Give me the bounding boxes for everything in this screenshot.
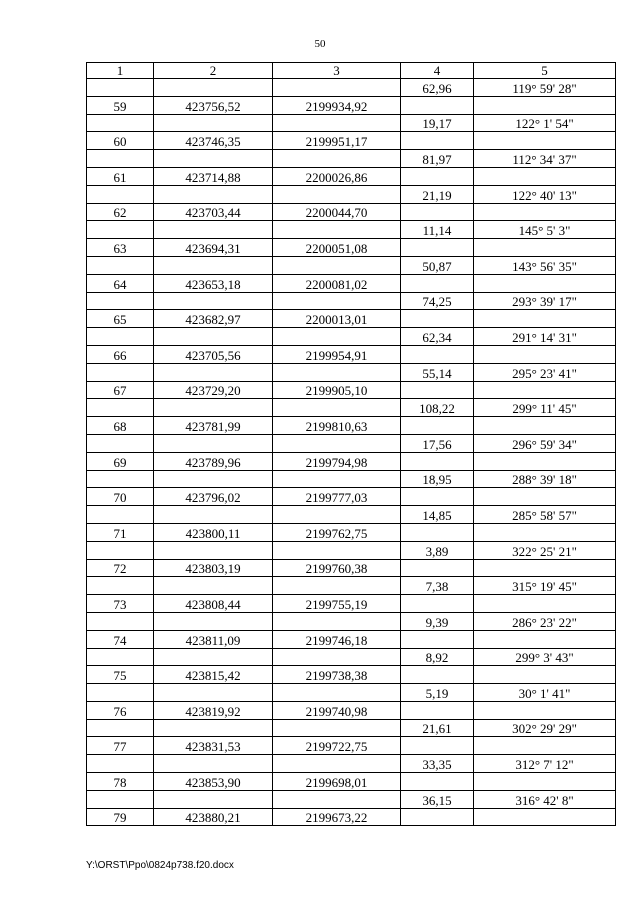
x-coordinate-cell: 423811,09: [154, 630, 273, 648]
point-number-cell: [87, 506, 154, 524]
table-row: [87, 808, 616, 826]
point-number-cell: 59: [87, 96, 154, 114]
x-coordinate-cell: [154, 612, 273, 630]
y-coordinate-cell: 2200026,86: [273, 167, 401, 185]
distance-cell: [401, 773, 474, 791]
bearing-cell: [474, 630, 616, 648]
distance-cell: [401, 595, 474, 613]
bearing-cell: [474, 381, 616, 399]
y-coordinate-cell: 2199951,17: [273, 132, 401, 150]
bearing-cell: [474, 274, 616, 292]
x-coordinate-cell: [154, 292, 273, 310]
table-row: [87, 132, 616, 150]
distance-cell: [401, 417, 474, 435]
distance-cell: 62,96: [401, 79, 474, 97]
distance-cell: [401, 701, 474, 719]
distance-cell: 8,92: [401, 648, 474, 666]
bearing-cell: 122° 1' 54": [474, 114, 616, 132]
table-row: [87, 488, 616, 506]
distance-cell: [401, 203, 474, 221]
bearing-cell: [474, 595, 616, 613]
bearing-cell: 285° 58' 57": [474, 506, 616, 524]
y-coordinate-cell: [273, 790, 401, 808]
x-coordinate-cell: [154, 719, 273, 737]
distance-cell: [401, 559, 474, 577]
column-header: 2: [154, 63, 273, 79]
y-coordinate-cell: [273, 114, 401, 132]
bearing-cell: 143° 56' 35": [474, 256, 616, 274]
bearing-cell: 291° 14' 31": [474, 328, 616, 346]
x-coordinate-cell: [154, 150, 273, 168]
point-number-cell: [87, 79, 154, 97]
y-coordinate-cell: [273, 363, 401, 381]
x-coordinate-cell: [154, 328, 273, 346]
bearing-cell: 119° 59' 28": [474, 79, 616, 97]
table-row: [87, 559, 616, 577]
point-number-cell: 61: [87, 167, 154, 185]
distance-cell: [401, 630, 474, 648]
x-coordinate-cell: 423714,88: [154, 167, 273, 185]
x-coordinate-cell: 423831,53: [154, 737, 273, 755]
x-coordinate-cell: 423853,90: [154, 773, 273, 791]
point-number-cell: [87, 292, 154, 310]
point-number-cell: [87, 755, 154, 773]
distance-cell: [401, 345, 474, 363]
y-coordinate-cell: [273, 79, 401, 97]
bearing-cell: 30° 1' 41": [474, 684, 616, 702]
x-coordinate-cell: [154, 185, 273, 203]
table-row: [87, 595, 616, 613]
bearing-cell: 145° 5' 3": [474, 221, 616, 239]
y-coordinate-cell: [273, 150, 401, 168]
y-coordinate-cell: [273, 221, 401, 239]
distance-cell: 9,39: [401, 612, 474, 630]
y-coordinate-cell: 2199905,10: [273, 381, 401, 399]
point-number-cell: [87, 541, 154, 559]
table-row: [87, 612, 616, 630]
table-row: [87, 648, 616, 666]
point-number-cell: 66: [87, 345, 154, 363]
point-number-cell: [87, 185, 154, 203]
point-number-cell: [87, 328, 154, 346]
table-row: [87, 239, 616, 257]
point-number-cell: [87, 399, 154, 417]
coordinates-table: [86, 62, 616, 826]
y-coordinate-cell: 2199746,18: [273, 630, 401, 648]
bearing-cell: [474, 345, 616, 363]
bearing-cell: 293° 39' 17": [474, 292, 616, 310]
bearing-cell: 316° 42' 8": [474, 790, 616, 808]
distance-cell: [401, 132, 474, 150]
x-coordinate-cell: [154, 755, 273, 773]
y-coordinate-cell: [273, 577, 401, 595]
table-row: [87, 79, 616, 97]
y-coordinate-cell: 2199698,01: [273, 773, 401, 791]
y-coordinate-cell: 2199810,63: [273, 417, 401, 435]
x-coordinate-cell: [154, 790, 273, 808]
table-row: [87, 96, 616, 114]
point-number-cell: 67: [87, 381, 154, 399]
distance-cell: 18,95: [401, 470, 474, 488]
distance-cell: [401, 737, 474, 755]
distance-cell: 55,14: [401, 363, 474, 381]
point-number-cell: 73: [87, 595, 154, 613]
distance-cell: [401, 808, 474, 826]
x-coordinate-cell: [154, 470, 273, 488]
bearing-cell: [474, 167, 616, 185]
point-number-cell: [87, 790, 154, 808]
y-coordinate-cell: [273, 185, 401, 203]
point-number-cell: [87, 114, 154, 132]
y-coordinate-cell: [273, 292, 401, 310]
bearing-cell: [474, 239, 616, 257]
bearing-cell: 122° 40' 13": [474, 185, 616, 203]
y-coordinate-cell: 2200044,70: [273, 203, 401, 221]
bearing-cell: 299° 3' 43": [474, 648, 616, 666]
distance-cell: 21,61: [401, 719, 474, 737]
y-coordinate-cell: 2199760,38: [273, 559, 401, 577]
distance-cell: [401, 167, 474, 185]
page-number: 50: [314, 38, 326, 50]
y-coordinate-cell: 2199738,38: [273, 666, 401, 684]
bearing-cell: 312° 7' 12": [474, 755, 616, 773]
distance-cell: 17,56: [401, 434, 474, 452]
point-number-cell: 76: [87, 701, 154, 719]
bearing-cell: [474, 523, 616, 541]
point-number-cell: 77: [87, 737, 154, 755]
y-coordinate-cell: 2200013,01: [273, 310, 401, 328]
table-row: [87, 737, 616, 755]
table-row: [87, 256, 616, 274]
table-row: [87, 417, 616, 435]
x-coordinate-cell: 423819,92: [154, 701, 273, 719]
distance-cell: [401, 488, 474, 506]
x-coordinate-cell: 423800,11: [154, 523, 273, 541]
bearing-cell: [474, 737, 616, 755]
point-number-cell: [87, 434, 154, 452]
point-number-cell: 70: [87, 488, 154, 506]
distance-cell: 19,17: [401, 114, 474, 132]
bearing-cell: 112° 34' 37": [474, 150, 616, 168]
bearing-cell: 315° 19' 45": [474, 577, 616, 595]
bearing-cell: [474, 96, 616, 114]
x-coordinate-cell: [154, 221, 273, 239]
distance-cell: 5,19: [401, 684, 474, 702]
table-row: [87, 363, 616, 381]
table-row: [87, 167, 616, 185]
point-number-cell: [87, 363, 154, 381]
column-header: 3: [273, 63, 401, 79]
table-row: [87, 381, 616, 399]
point-number-cell: 72: [87, 559, 154, 577]
y-coordinate-cell: [273, 612, 401, 630]
x-coordinate-cell: 423781,99: [154, 417, 273, 435]
x-coordinate-cell: 423789,96: [154, 452, 273, 470]
distance-cell: 108,22: [401, 399, 474, 417]
table-row: [87, 328, 616, 346]
distance-cell: [401, 274, 474, 292]
x-coordinate-cell: 423653,18: [154, 274, 273, 292]
column-header: 5: [474, 63, 616, 79]
x-coordinate-cell: [154, 648, 273, 666]
distance-cell: 11,14: [401, 221, 474, 239]
distance-cell: 14,85: [401, 506, 474, 524]
y-coordinate-cell: [273, 684, 401, 702]
distance-cell: 33,35: [401, 755, 474, 773]
x-coordinate-cell: 423756,52: [154, 96, 273, 114]
table-row: [87, 114, 616, 132]
point-number-cell: 60: [87, 132, 154, 150]
x-coordinate-cell: [154, 79, 273, 97]
bearing-cell: [474, 666, 616, 684]
x-coordinate-cell: 423682,97: [154, 310, 273, 328]
table-header-row: [87, 63, 616, 79]
distance-cell: [401, 666, 474, 684]
column-header: 4: [401, 63, 474, 79]
table-row: [87, 755, 616, 773]
point-number-cell: 62: [87, 203, 154, 221]
table-row: [87, 345, 616, 363]
table-row: [87, 150, 616, 168]
distance-cell: 21,19: [401, 185, 474, 203]
bearing-cell: 299° 11' 45": [474, 399, 616, 417]
point-number-cell: [87, 221, 154, 239]
table-row: [87, 630, 616, 648]
bearing-cell: [474, 417, 616, 435]
bearing-cell: 288° 39' 18": [474, 470, 616, 488]
y-coordinate-cell: 2200051,08: [273, 239, 401, 257]
y-coordinate-cell: 2199762,75: [273, 523, 401, 541]
bearing-cell: [474, 773, 616, 791]
point-number-cell: 65: [87, 310, 154, 328]
x-coordinate-cell: 423880,21: [154, 808, 273, 826]
distance-cell: 74,25: [401, 292, 474, 310]
y-coordinate-cell: 2199794,98: [273, 452, 401, 470]
x-coordinate-cell: 423703,44: [154, 203, 273, 221]
bearing-cell: [474, 310, 616, 328]
y-coordinate-cell: [273, 719, 401, 737]
point-number-cell: 71: [87, 523, 154, 541]
point-number-cell: [87, 150, 154, 168]
x-coordinate-cell: [154, 506, 273, 524]
y-coordinate-cell: 2199755,19: [273, 595, 401, 613]
point-number-cell: [87, 256, 154, 274]
y-coordinate-cell: 2199777,03: [273, 488, 401, 506]
x-coordinate-cell: [154, 114, 273, 132]
y-coordinate-cell: 2199740,98: [273, 701, 401, 719]
distance-cell: 36,15: [401, 790, 474, 808]
y-coordinate-cell: 2199722,75: [273, 737, 401, 755]
point-number-cell: 78: [87, 773, 154, 791]
y-coordinate-cell: [273, 328, 401, 346]
y-coordinate-cell: 2199954,91: [273, 345, 401, 363]
point-number-cell: 64: [87, 274, 154, 292]
point-number-cell: 63: [87, 239, 154, 257]
distance-cell: [401, 523, 474, 541]
y-coordinate-cell: [273, 506, 401, 524]
bearing-cell: 286° 23' 22": [474, 612, 616, 630]
x-coordinate-cell: 423803,19: [154, 559, 273, 577]
x-coordinate-cell: [154, 434, 273, 452]
x-coordinate-cell: 423746,35: [154, 132, 273, 150]
point-number-cell: 74: [87, 630, 154, 648]
y-coordinate-cell: 2200081,02: [273, 274, 401, 292]
x-coordinate-cell: 423694,31: [154, 239, 273, 257]
x-coordinate-cell: 423808,44: [154, 595, 273, 613]
bearing-cell: 295° 23' 41": [474, 363, 616, 381]
distance-cell: 81,97: [401, 150, 474, 168]
y-coordinate-cell: 2199934,92: [273, 96, 401, 114]
point-number-cell: 68: [87, 417, 154, 435]
table-row: [87, 310, 616, 328]
table-row: [87, 541, 616, 559]
x-coordinate-cell: [154, 256, 273, 274]
bearing-cell: [474, 808, 616, 826]
x-coordinate-cell: 423796,02: [154, 488, 273, 506]
y-coordinate-cell: [273, 434, 401, 452]
column-header: 1: [87, 63, 154, 79]
table-body: [87, 79, 616, 826]
point-number-cell: 79: [87, 808, 154, 826]
distance-cell: [401, 239, 474, 257]
table-row: [87, 221, 616, 239]
point-number-cell: 69: [87, 452, 154, 470]
table-row: [87, 203, 616, 221]
x-coordinate-cell: [154, 541, 273, 559]
table-row: [87, 434, 616, 452]
distance-cell: [401, 96, 474, 114]
table-row: [87, 399, 616, 417]
point-number-cell: [87, 684, 154, 702]
y-coordinate-cell: [273, 755, 401, 773]
distance-cell: [401, 381, 474, 399]
footer-file-path: Y:\ORST\Ppo\0824p738.f20.docx: [86, 860, 234, 871]
bearing-cell: [474, 488, 616, 506]
table-row: [87, 790, 616, 808]
x-coordinate-cell: 423705,56: [154, 345, 273, 363]
point-number-cell: [87, 612, 154, 630]
y-coordinate-cell: [273, 256, 401, 274]
y-coordinate-cell: [273, 470, 401, 488]
table-row: [87, 274, 616, 292]
table-row: [87, 506, 616, 524]
x-coordinate-cell: [154, 577, 273, 595]
distance-cell: 3,89: [401, 541, 474, 559]
bearing-cell: [474, 132, 616, 150]
bearing-cell: 322° 25' 21": [474, 541, 616, 559]
point-number-cell: [87, 648, 154, 666]
x-coordinate-cell: 423815,42: [154, 666, 273, 684]
table-row: [87, 773, 616, 791]
table-row: [87, 719, 616, 737]
x-coordinate-cell: [154, 399, 273, 417]
point-number-cell: [87, 577, 154, 595]
point-number-cell: [87, 719, 154, 737]
table-row: [87, 701, 616, 719]
bearing-cell: 302° 29' 29": [474, 719, 616, 737]
y-coordinate-cell: [273, 648, 401, 666]
y-coordinate-cell: 2199673,22: [273, 808, 401, 826]
table-row: [87, 684, 616, 702]
bearing-cell: 296° 59' 34": [474, 434, 616, 452]
table-row: [87, 292, 616, 310]
table-row: [87, 666, 616, 684]
distance-cell: [401, 310, 474, 328]
bearing-cell: [474, 203, 616, 221]
x-coordinate-cell: [154, 684, 273, 702]
distance-cell: 62,34: [401, 328, 474, 346]
x-coordinate-cell: [154, 363, 273, 381]
distance-cell: [401, 452, 474, 470]
distance-cell: 50,87: [401, 256, 474, 274]
point-number-cell: [87, 470, 154, 488]
table-row: [87, 577, 616, 595]
table-row: [87, 185, 616, 203]
table-row: [87, 470, 616, 488]
table-row: [87, 523, 616, 541]
table-row: [87, 452, 616, 470]
y-coordinate-cell: [273, 541, 401, 559]
distance-cell: 7,38: [401, 577, 474, 595]
x-coordinate-cell: 423729,20: [154, 381, 273, 399]
bearing-cell: [474, 701, 616, 719]
bearing-cell: [474, 559, 616, 577]
y-coordinate-cell: [273, 399, 401, 417]
bearing-cell: [474, 452, 616, 470]
point-number-cell: 75: [87, 666, 154, 684]
